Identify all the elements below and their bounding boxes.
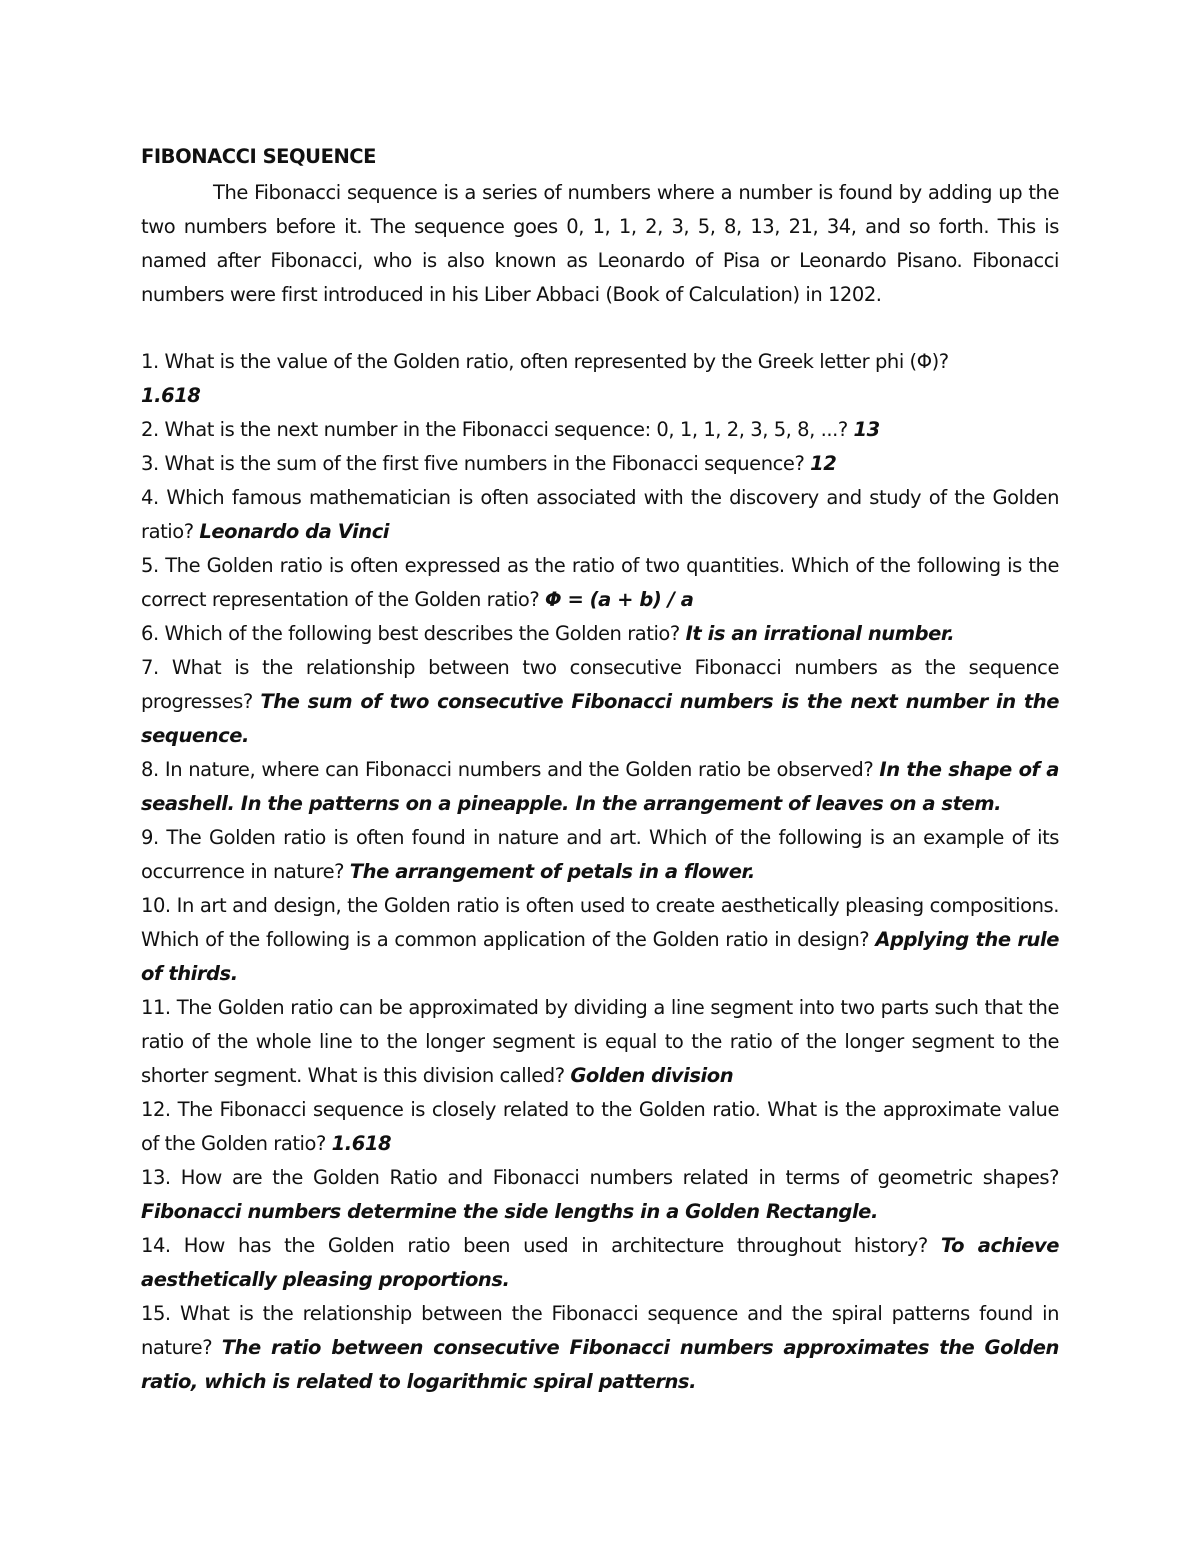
question-number: 10. [141, 894, 171, 917]
question-list [141, 345, 1059, 1399]
question-number: 3. [141, 452, 159, 475]
question-item [141, 481, 1059, 549]
question-text: What is the sum of the first five numbers in the Fibonacci sequence? [164, 452, 805, 475]
question-number: 14. [141, 1234, 171, 1257]
answer-text: Leonardo da Vinci [199, 520, 390, 543]
question-item [141, 1297, 1059, 1399]
document-title: FIBONACCI SEQUENCE [141, 145, 377, 168]
question-number: 6. [141, 622, 159, 645]
question-text: In art and design, the Golden ratio is often used to create aesthetically pleasing compositions. Which of the following is a common application of the Golden ratio in design? [141, 894, 1060, 951]
question-text: Which famous mathematician is often associated with the discovery and study of the Golden ratio? [141, 486, 1059, 543]
answer-text: In the shape of a seashell. In the patterns on a pineapple. In the arrangement of leaves on a stem. [141, 758, 1060, 815]
intro-paragraph: The Fibonacci sequence is a series of numbers where a number is found by adding up the two numbers before it. The sequence goes 0, 1, 1, 2, 3, 5, 8, 13, 21, 34, and so forth. This is named after Fibonacci, who is also known as Leonardo of Pisa or Leonardo Pisano. Fibonacci numbers were first introduced in his Liber Abbaci (Book of Calculation) in 1202. [141, 181, 1059, 306]
question-item [141, 651, 1059, 753]
question-text: What is the relationship between two consecutive Fibonacci numbers as the sequence progresses? [141, 656, 1059, 713]
answer-text: Applying the rule of thirds. [141, 928, 1059, 985]
answer-text: The sum of two consecutive Fibonacci numbers is the next number in the sequence. [141, 690, 1059, 747]
question-number: 5. [141, 554, 159, 577]
question-item [141, 1093, 1059, 1161]
question-number: 2. [141, 418, 159, 441]
question-item [141, 413, 1059, 447]
question-number: 8. [141, 758, 159, 781]
question-number: 12. [141, 1098, 171, 1121]
question-text: The Golden ratio is often found in nature and art. Which of the following is an example of its occurrence in nature? [141, 826, 1060, 883]
document-page [141, 142, 1059, 1399]
question-item [141, 345, 1059, 413]
question-text: How are the Golden Ratio and Fibonacci numbers related in terms of geometric shapes? [180, 1166, 1059, 1189]
question-item [141, 889, 1059, 991]
question-item [141, 1161, 1059, 1229]
answer-text: 1.618 [141, 384, 201, 407]
question-text: What is the next number in the Fibonacci sequence: 0, 1, 1, 2, 3, 5, 8, ...? [164, 418, 848, 441]
answer-text: To achieve aesthetically pleasing proportions. [141, 1234, 1060, 1291]
answer-text: Φ = (a + b) / a [544, 588, 694, 611]
question-item [141, 447, 1059, 481]
question-item [141, 821, 1059, 889]
question-text: What is the relationship between the Fibonacci sequence and the spiral patterns found in nature? [141, 1302, 1059, 1359]
question-text: In nature, where can Fibonacci numbers and the Golden ratio be observed? [164, 758, 874, 781]
question-text: The Golden ratio is often expressed as the ratio of two quantities. Which of the following is the correct representation of the Golden ratio? [141, 554, 1060, 611]
question-item [141, 753, 1059, 821]
question-item [141, 549, 1059, 617]
question-item [141, 1229, 1059, 1297]
question-number: 1. [141, 350, 159, 373]
question-number: 13. [141, 1166, 171, 1189]
answer-text: Golden division [570, 1064, 734, 1087]
answer-text: 12 [810, 452, 837, 475]
question-number: 15. [141, 1302, 171, 1325]
question-item [141, 617, 1059, 651]
question-text: How has the Golden ratio been used in architecture throughout history? [183, 1234, 928, 1257]
question-number: 4. [141, 486, 159, 509]
question-item [141, 991, 1059, 1093]
answer-text: 1.618 [331, 1132, 392, 1155]
answer-text: It is an irrational number. [685, 622, 955, 645]
answer-text: Fibonacci numbers determine the side lengths in a Golden Rectangle. [141, 1200, 878, 1223]
question-number: 9. [141, 826, 159, 849]
question-text: The Fibonacci sequence is closely related to the Golden ratio. What is the approximate value of the Golden ratio? [141, 1098, 1060, 1155]
question-text: The Golden ratio can be approximated by dividing a line segment into two parts such that the ratio of the whole line to the longer segment is equal to the ratio of the longer segment to the shorter segment. What is this division called? [141, 996, 1059, 1087]
answer-text: 13 [853, 418, 880, 441]
answer-text: The arrangement of petals in a flower. [349, 860, 755, 883]
answer-text: The ratio between consecutive Fibonacci numbers approximates the Golden ratio, which is related to logarithmic spiral patterns. [141, 1336, 1059, 1393]
question-number: 11. [141, 996, 171, 1019]
question-text: Which of the following best describes the Golden ratio? [164, 622, 680, 645]
question-text: What is the value of the Golden ratio, often represented by the Greek letter phi (Φ)? [164, 350, 949, 373]
question-number: 7. [141, 656, 159, 679]
